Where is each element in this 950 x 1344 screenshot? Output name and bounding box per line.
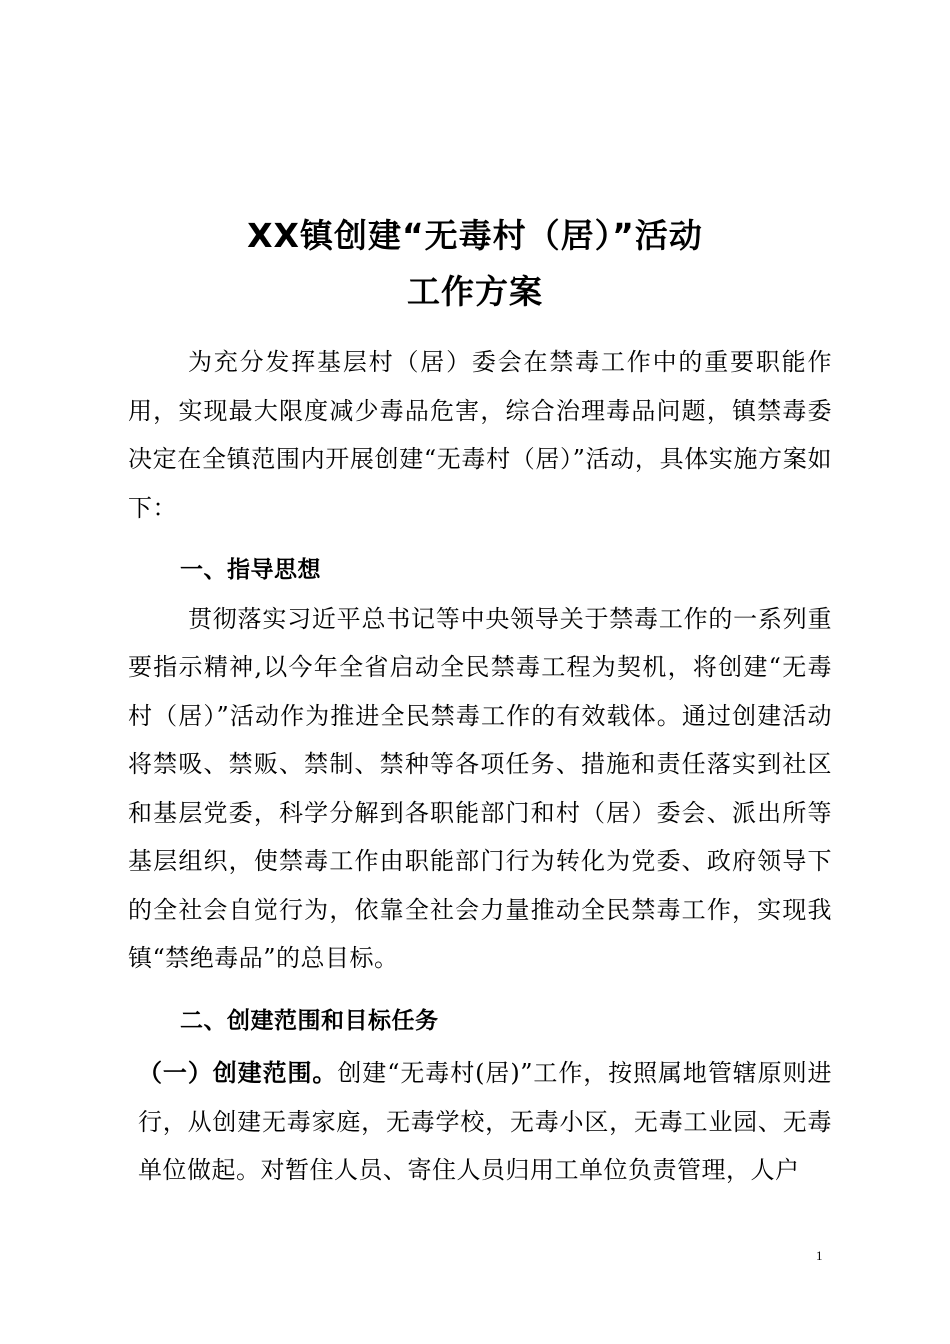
section-2-sub-1-paragraph	[128, 1049, 832, 1195]
document-title	[0, 208, 950, 320]
title-line-1: XX镇创建“无毒村（居）”活动	[247, 216, 703, 255]
page-number: 1	[816, 1248, 823, 1263]
title-line-2: 工作方案	[407, 272, 543, 311]
section-2-heading: 二、创建范围和目标任务	[180, 1007, 439, 1034]
section-1-heading: 一、指导思想	[180, 557, 321, 583]
section-2-sub-1-text: 创建“无毒村(居)”工作，按照属地管辖原则进行，从创建无毒家庭，无毒学校，无毒小区，无毒工业园、无毒单位做起。对暂住人员、寄住人员归用工单位负责管理，人户	[138, 1059, 833, 1184]
intro-paragraph: 为充分发挥基层村（居）委会在禁毒工作中的重要职能作用，实现最大限度减少毒品危害，综合治理毒品问题，镇禁毒委决定在全镇范围内开展创建“无毒村（居）”活动，具体实施方案如下：	[128, 348, 832, 522]
section-1-paragraph: 贯彻落实习近平总书记等中央领导关于禁毒工作的一系列重要指示精神,以今年全省启动全民禁毒工程为契机，将创建“无毒村（居）”活动作为推进全民禁毒工作的有效载体。通过创建活动将禁吸、禁贩、禁制、禁种等各项任务、措施和责任落实到社区和基层党委，科学分解到各职能部门和村（居）委会、派出所等基层组织，使禁毒工作由职能部门行为转化为党委、政府领导下的全社会自觉行为，依靠全社会力量推动全民禁毒工作，实现我镇“禁绝毒品”的总目标。	[128, 604, 832, 972]
section-2-sub-1-lead: （一）创建范围。	[138, 1059, 338, 1087]
document-body	[128, 338, 832, 1195]
